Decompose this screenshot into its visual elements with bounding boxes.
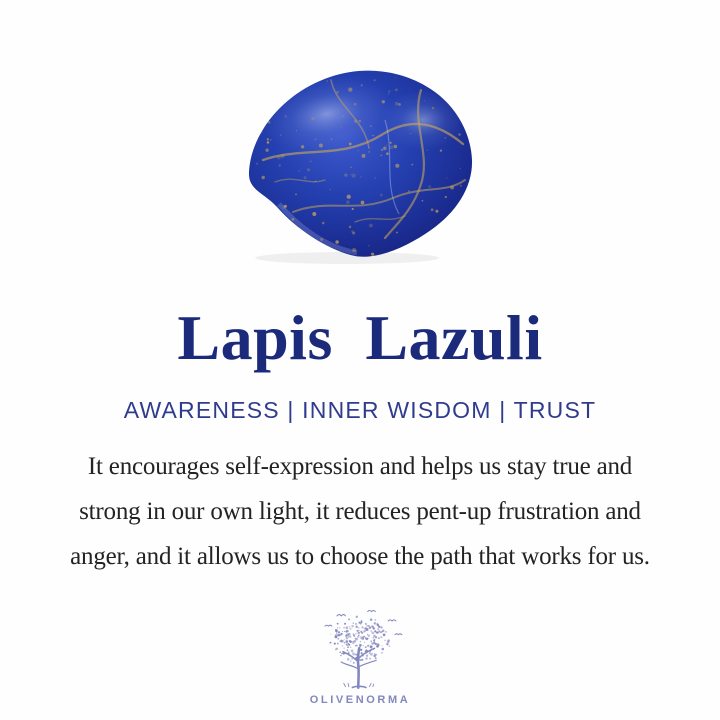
keywords-subtitle: AWARENESS | INNER WISDOM | TRUST <box>123 397 597 423</box>
page-title: Lapis Lazuli <box>177 302 543 373</box>
description-line-2: strong in our own light, it reduces pent-up frustration and <box>79 498 641 525</box>
description-line-3: anger, and it allows us to choose the path that works for us. <box>70 543 650 570</box>
description-line-1: It encourages self-expression and helps us stay true and <box>87 453 633 480</box>
brand-logo <box>310 609 411 706</box>
brand-name: OLIVENORMA <box>309 694 411 706</box>
description-text <box>70 444 650 579</box>
stone-highlight-right <box>381 90 465 150</box>
tree-with-birds-icon <box>312 609 408 691</box>
lapis-stone-photo <box>235 62 485 264</box>
lapis-stone-image <box>235 62 485 264</box>
